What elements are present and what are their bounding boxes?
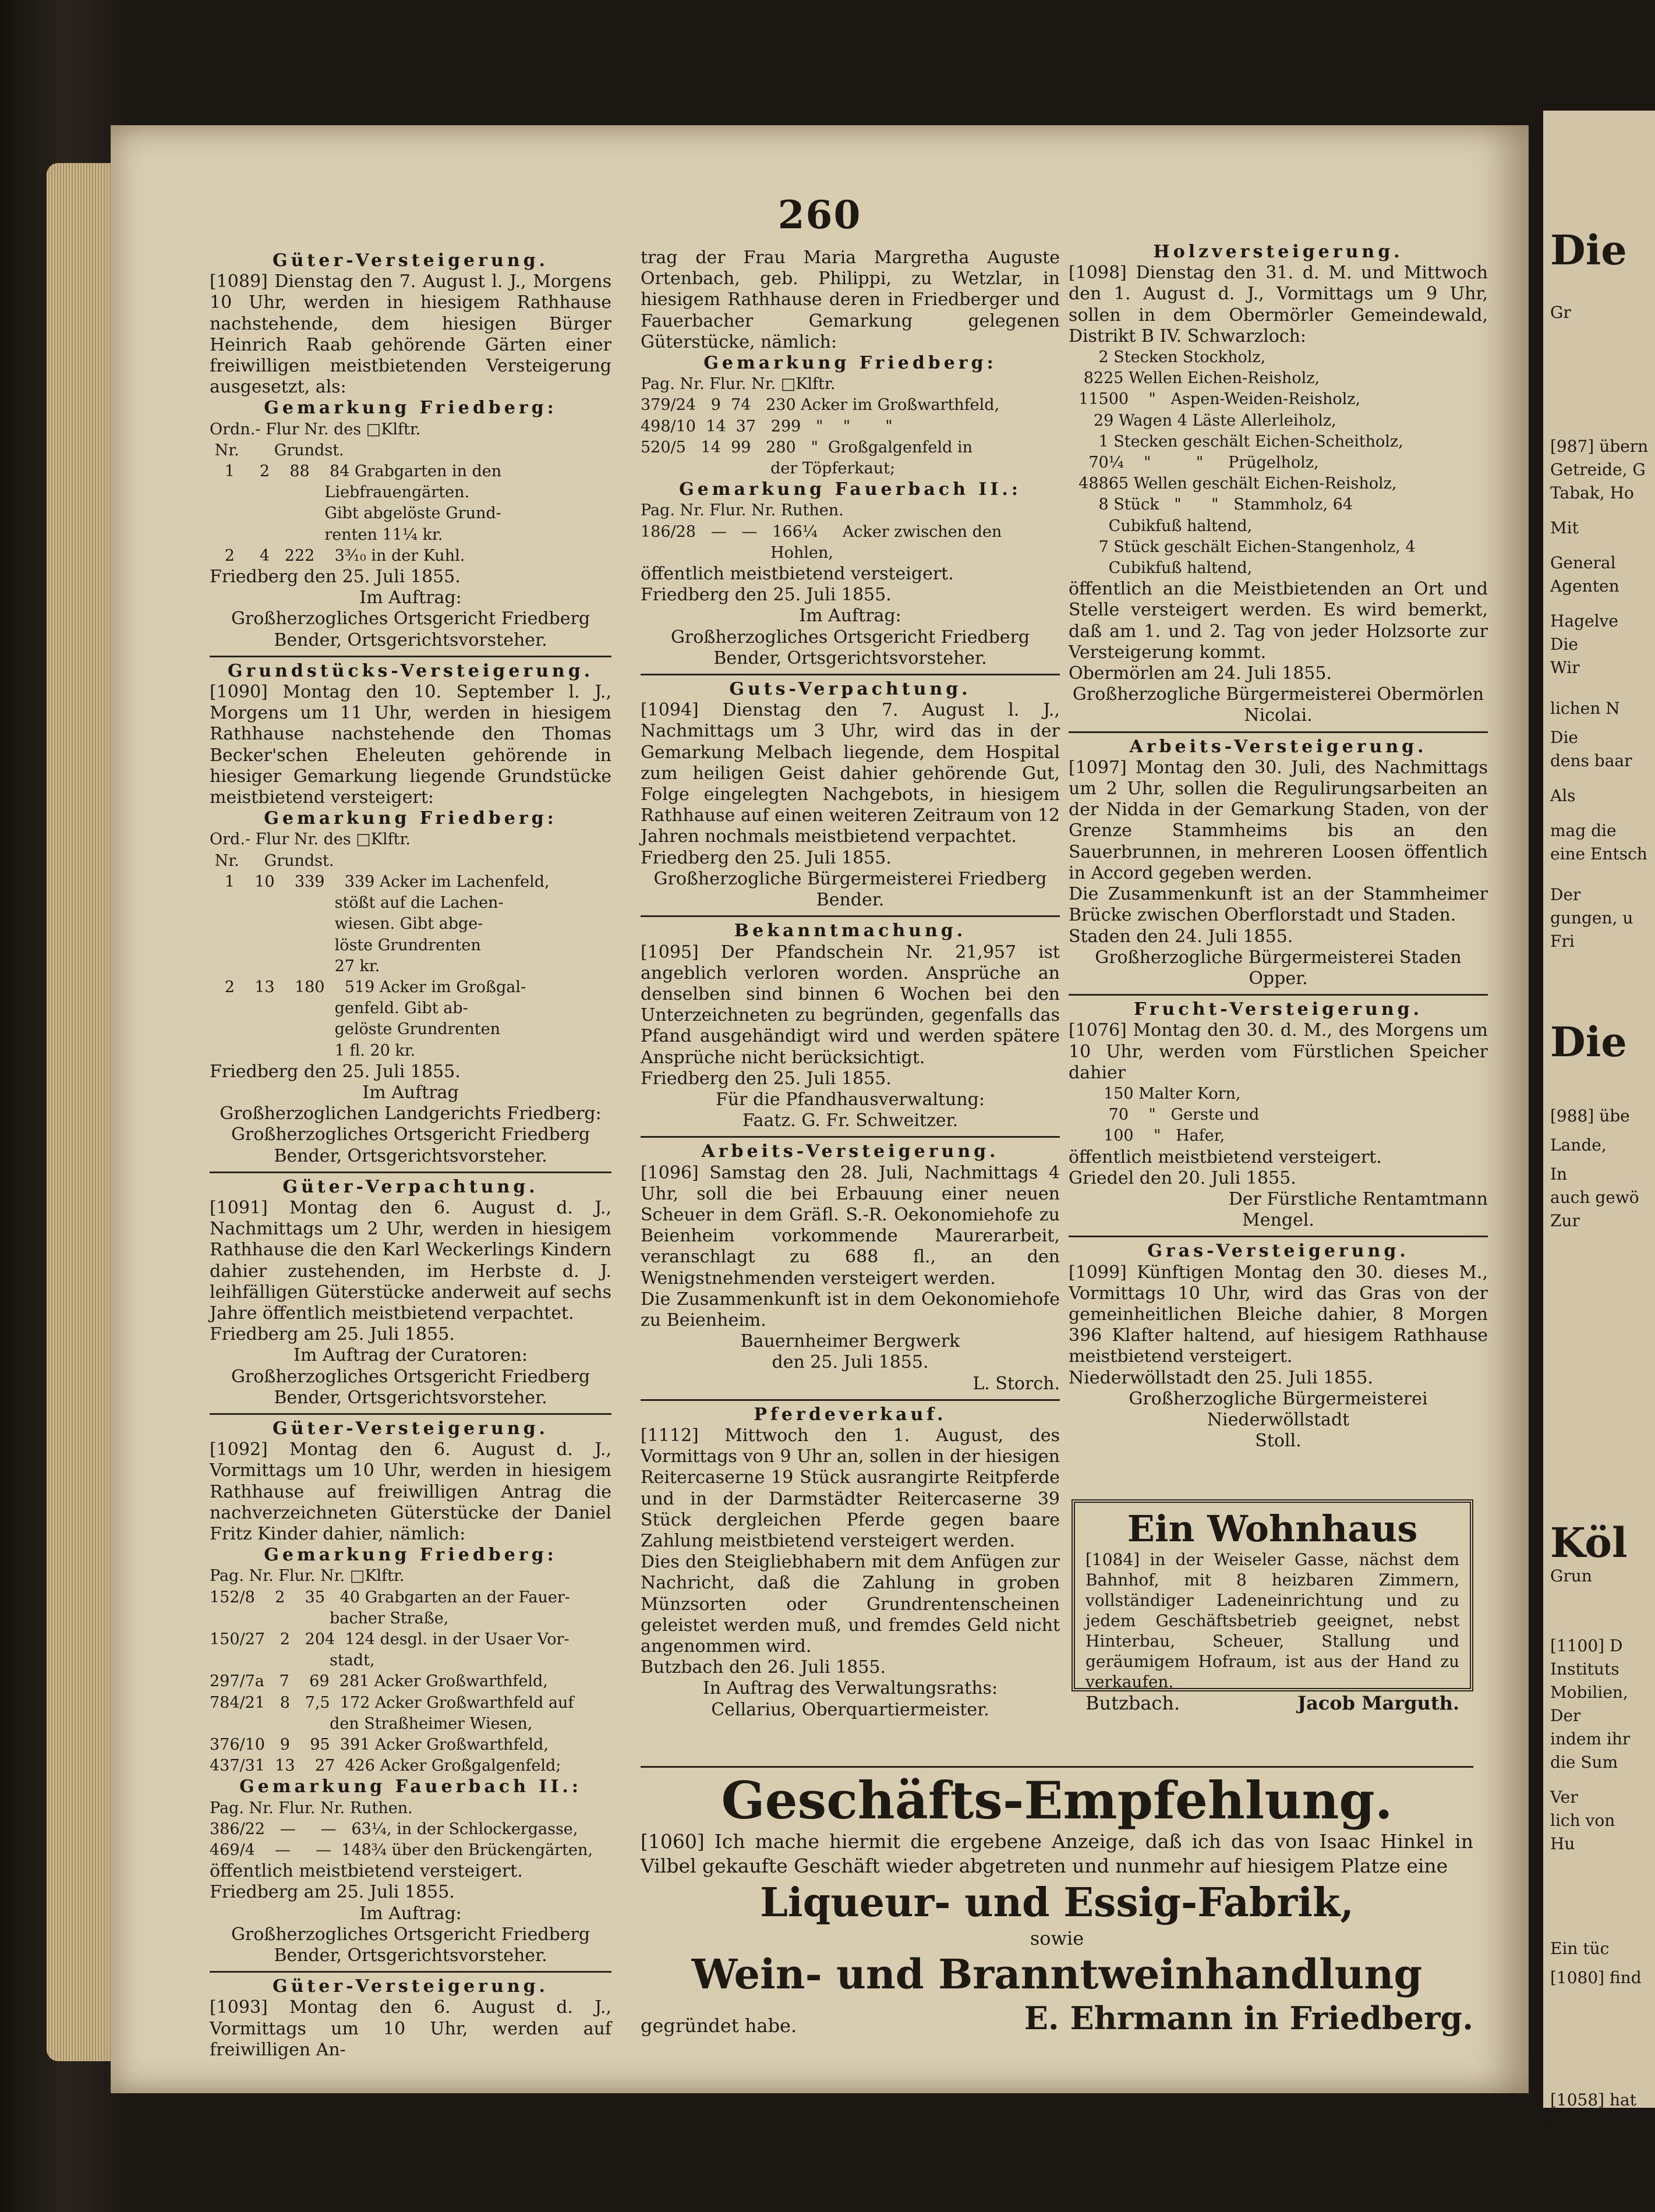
paragraph: Die Zusammenkunft ist an der Stammheimer Brücke zwischen Oberflorstadt und Staden. [1069, 884, 1488, 926]
adjacent-page-line: Getreide, G [1550, 460, 1646, 479]
signature-line: Bender, Ortsgerichtsvorsteher. [274, 629, 547, 650]
divider [210, 1172, 611, 1173]
data-table: Pag. Nr. Flur. Nr. □Klftr. 379/24 9 74 230 Acker im Großwarthfeld, 498/10 14 37 299 " " " 520/5 14 99 280 " Großgalgenfeld in der Töpferkaut; [641, 375, 1000, 478]
paragraph: öffentlich meistbietend versteigert. [210, 1861, 523, 1882]
paragraph: öffentlich meistbietend versteigert. [641, 564, 954, 585]
signature-line: Großherzogliche Bürgermeisterei Friedberg [653, 868, 1047, 889]
paragraph: [1096] Samstag den 28. Juli, Nachmittags 4 Uhr, soll die bei Erbauung einer neuen Scheuer in dem Gräfl. S.-R. Oekonomiehofe zu Beienheim vorkommende Maurerarbeit, veranschlagt zu 688 fl., an den Wenigstnehmenden versteigert werden. [641, 1162, 1060, 1289]
adjacent-page-line: [1080] find [1550, 1968, 1642, 1987]
adjacent-page-line: Der [1550, 1706, 1581, 1725]
adjacent-page-line: Wir [1550, 658, 1580, 677]
adjacent-page-line: Als [1550, 786, 1576, 805]
paragraph: [1076] Montag den 30. d. M., des Morgens um 10 Uhr, werden vom Fürstlichen Speicher dahier [1069, 1020, 1488, 1083]
adjacent-page-line: Die [1550, 728, 1578, 747]
section-heading: Güter-Versteigerung. [272, 1418, 549, 1439]
ad-wohnhaus-text: [1084] in der Weiseler Gasse, nächst dem Bahnhof, mit 8 heizbaren Zimmern, vollständiger Ladeneinrichtung und zu jedem Geschäftsbetrieb geeignet, nebst Hinterbau, Scheuer, Stallung und geräumigem Hofraum, ist aus der Hand zu verkaufen. [1085, 1550, 1459, 1691]
divider [641, 1766, 1473, 1768]
adjacent-page-line: Instituts [1550, 1659, 1619, 1679]
adjacent-page-line: Der [1550, 885, 1581, 904]
paragraph: Griedel den 20. Juli 1855. [1069, 1167, 1296, 1188]
signature-line: Cellarius, Oberquartiermeister. [711, 1699, 989, 1720]
adjacent-page-line: auch gewö [1550, 1188, 1639, 1207]
paragraph: Friedberg am 25. Juli 1855. [210, 1324, 455, 1345]
adjacent-page-line: Tabak, Ho [1550, 483, 1634, 502]
divider [641, 915, 1060, 917]
adjacent-page-line: General [1550, 553, 1616, 572]
data-table: Pag. Nr. Flur. Nr. Ruthen. 386/22 — — 63¼, in der Schlockergasse, 469/4 — — 148¾ über den Brückengärten, [210, 1799, 593, 1860]
signature-line: Großherzogliches Ortsgericht Friedberg [231, 1366, 590, 1387]
section-heading: Gemarkung Fauerbach II.: [239, 1776, 582, 1797]
signature-line: Bender, Ortsgerichtsvorsteher. [274, 1387, 547, 1408]
divider [210, 656, 611, 657]
signature-line: Für die Pfandhausverwaltung: [716, 1089, 985, 1110]
signature-line: Im Auftrag: [359, 587, 462, 608]
adjacent-page-line: Die [1550, 226, 1627, 274]
paragraph: [1094] Dienstag den 7. August l. J., Nachmittags um 3 Uhr, wird das in der Gemarkung Melbach liegende, dem Hospital zum heiligen Geist dahier gehörende Gut, Folge eingelegten Nachgebots, in hiesigem Rathhause auf einen weiteren Zeitraum von 12 Jahren nochmals meistbietend verpachtet. [641, 700, 1060, 847]
adjacent-page-line: [987] übern [1550, 437, 1649, 456]
adjacent-page-line: Mobilien, [1550, 1683, 1628, 1702]
paragraph: [1097] Montag den 30. Juli, des Nachmittags um 2 Uhr, sollen die Regulirungsarbeiten an der Nidda in der Gemarkung Staden, von der Grenze Stammheims bis an den Sauerbrunnen, in mehreren Loosen öffentlich in Accord gegeben werden. [1069, 757, 1488, 883]
newspaper-page [111, 125, 1529, 2093]
adjacent-page-line: [988] übe [1550, 1106, 1630, 1126]
signature-line: Faatz. G. Fr. Schweitzer. [742, 1110, 959, 1131]
paragraph: [1089] Dienstag den 7. August l. J., Morgens 10 Uhr, werden in hiesigem Rathhause nachstehende, dem hiesigen Bürger Heinrich Raab gehörende Gärten einer freiwilligen meistbietenden Versteigerung ausgesetzt, als: [210, 271, 611, 398]
column-right [1069, 242, 1488, 1452]
signature-line: Bauernheimer Bergwerk [740, 1331, 960, 1352]
ad-geschaeft-signature: E. Ehrmann in Friedberg. [1024, 1999, 1473, 2037]
ad-geschaeft-sowie: sowie [1030, 1927, 1084, 1949]
ad-wohnhaus-title: Ein Wohnhaus [1127, 1507, 1418, 1550]
ad-wohnhaus-signature [1085, 1692, 1459, 1714]
column-left [210, 250, 611, 2061]
section-heading: Güter-Versteigerung. [272, 250, 549, 271]
section-heading: Gemarkung Friedberg: [264, 1545, 557, 1566]
ad-wohnhaus-sign: Jacob Marguth. [1297, 1692, 1459, 1714]
adjacent-page-line: Köl [1550, 1519, 1628, 1567]
signature-line: Großherzogliche Bürgermeisterei Niederwöllstadt [1129, 1388, 1428, 1430]
signature-line: Großherzogliche Bürgermeisterei Obermörlen [1072, 684, 1484, 705]
section-heading: Frucht-Versteigerung. [1133, 999, 1423, 1020]
adjacent-page-line: gungen, u [1550, 908, 1633, 928]
divider [1069, 1236, 1488, 1237]
paragraph: [1112] Mittwoch den 1. August, des Vormittags von 9 Uhr an, sollen in der hiesigen Reitercaserne 19 Stück ausrangirte Reitpferde und in der Darmstädter Reitercaserne 39 Stück dergleichen Pferde gegen baare Zahlung meistbietend versteigert werden. [641, 1425, 1060, 1551]
paragraph: [1095] Der Pfandschein Nr. 21,957 ist angeblich verloren worden. Ansprüche an denselben sind binnen 6 Wochen bei den Unterzeichneten zu begründen, gegenfalls das Pfand ausgehändigt wird und werden spätere Ansprüche nicht berücksichtigt. [641, 942, 1060, 1068]
signature-line: Im Auftrag: [799, 606, 901, 627]
paragraph: [1098] Dienstag den 31. d. M. und Mittwoch den 1. August d. J., Vormittags um 9 Uhr, sollen in dem Obermörler Gemeindewald, Distrikt B IV. Schwarzloch: [1069, 263, 1488, 346]
paragraph: Staden den 24. Juli 1855. [1069, 926, 1293, 947]
adjacent-page-line: Mit [1550, 518, 1579, 537]
divider [641, 1399, 1060, 1401]
paragraph: öffentlich meistbietend versteigert. [1069, 1146, 1382, 1167]
paragraph: [1099] Künftigen Montag den 30. dieses M., Vormittags 10 Uhr, wird das Gras von der gemeinheitlichen Bleiche dahier, 8 Morgen 396 Klafter haltend, auf hiesigem Rathhause meistbietend versteigert. [1069, 1262, 1488, 1367]
adjacent-page-line: [1100] D [1550, 1636, 1623, 1655]
adjacent-page-line: mag die [1550, 821, 1617, 840]
divider [1069, 731, 1488, 733]
signature-line: Stoll. [1255, 1431, 1302, 1452]
paragraph: [1090] Montag den 10. September l. J., Morgens um 11 Uhr, werden in hiesigem Rathhause nachstehende den Thomas Becker'schen Eheleuten gehörende in hiesiger Gemarkung liegende Grundstücke meistbietend versteigert: [210, 682, 611, 808]
divider [210, 1413, 611, 1415]
paragraph: Butzbach den 26. Juli 1855. [641, 1657, 886, 1678]
section-heading: Güter-Versteigerung. [272, 1976, 549, 1997]
section-heading: Holzversteigerung. [1153, 242, 1403, 262]
ad-geschaeft-founded: gegründet habe. [641, 2015, 797, 2037]
signature-line: Großherzogliches Ortsgericht Friedberg [231, 608, 590, 629]
ad-geschaeft-bottom [641, 1999, 1473, 2037]
adjacent-page-line: dens baar [1550, 751, 1632, 770]
ad-wohnhaus-place: Butzbach. [1085, 1692, 1180, 1714]
signature-line: Bender, Ortsgerichtsvorsteher. [274, 1945, 547, 1966]
signature-line: Großherzoglichen Landgerichts Friedberg: [220, 1103, 602, 1124]
adjacent-page-line: lich von [1550, 1811, 1615, 1830]
section-heading: Guts-Verpachtung. [729, 679, 971, 700]
adjacent-page-line: Grun [1550, 1566, 1592, 1585]
data-table: 150 Malter Korn, 70 " Gerste und 100 " Hafer, [1104, 1084, 1260, 1145]
signature-line: Opper. [1249, 968, 1308, 989]
signature-line: Im Auftrag [362, 1082, 459, 1103]
divider [641, 1136, 1060, 1138]
ad-geschaeft-line3: Wein- und Branntweinhandlung [691, 1950, 1423, 1998]
paragraph: Friedberg am 25. Juli 1855. [210, 1882, 455, 1903]
data-table: 2 Stecken Stockholz, 8225 Wellen Eichen-Reisholz, 11500 " Aspen-Weiden-Reisholz, 29 Wagen 4 Läste Allerleiholz, 1 Stecken geschält Eichen-Scheitholz, 70¼ " " Prügelholz, 48865 Wellen geschält Eichen-Reisholz, 8 Stück " " Stammholz, 64 Cubikfuß haltend, 7 Stück geschält Eichen-Stangenholz, 4 Cubikfuß haltend, [1078, 348, 1416, 578]
section-heading: Bekanntmachung. [734, 921, 967, 942]
section-heading: Arbeits-Versteigerung. [1129, 736, 1427, 757]
signature-line: Im Auftrag: [359, 1903, 462, 1924]
section-heading: Gemarkung Friedberg: [703, 353, 997, 374]
ad-geschaefts-empfehlung [641, 1761, 1473, 2037]
paragraph: [1091] Montag den 6. August d. J., Nachmittags um 2 Uhr, werden in hiesigem Rathhause die den Karl Weckerlings Kindern dahier zustehenden, im Herbste d. J. leihfälligen Güterstücke anderweit auf sechs Jahre öffentlich meistbietend verpachtet. [210, 1197, 611, 1323]
signature-line: Großherzogliche Bürgermeisterei Staden [1095, 947, 1462, 968]
ad-geschaeft-line2: Liqueur- und Essig-Fabrik, [760, 1880, 1354, 1926]
signature-line: Nicolai. [1244, 705, 1313, 726]
divider [210, 1971, 611, 1973]
paragraph: Friedberg den 25. Juli 1855. [641, 585, 892, 606]
paragraph: [1092] Montag den 6. August d. J., Vormittags um 10 Uhr, werden in hiesigem Rathhause auf freiwilligen Antrag die nachverzeichneten Güterstücke der Daniel Fritz Kinder dahier, nämlich: [210, 1439, 611, 1544]
adjacent-page-line: die Sum [1550, 1753, 1618, 1772]
data-table: Ordn.- Flur Nr. des □Klftr. Nr. Grundst. 1 2 88 84 Grabgarten in den Liebfrauengärten. Gibt abgelöste Grund- renten 11¼ kr. 2 4 222 3³⁄₁₀ in der Kuhl. [210, 420, 502, 565]
divider [641, 674, 1060, 675]
page-number: 260 [777, 192, 862, 238]
section-heading: Gemarkung Friedberg: [264, 398, 557, 419]
signature-line: Großherzogliches Ortsgericht Friedberg [231, 1924, 590, 1945]
paragraph: Die Zusammenkunft ist in dem Oekonomiehofe zu Beienheim. [641, 1289, 1060, 1330]
paragraph: Dies den Steigliebhabern mit dem Anfügen zur Nachricht, daß die Zahlung in groben Münzsorten oder Grundrentenscheinen geleistet werden muß, und fremdes Geld nicht angenommen wird. [641, 1552, 1060, 1657]
signature-line: Im Auftrag der Curatoren: [293, 1345, 528, 1366]
paragraph: Friedberg den 25. Juli 1855. [210, 567, 461, 587]
paragraph: öffentlich an die Meistbietenden an Ort und Stelle versteigert werden. Es wird bemerkt, daß am 1. und 2. Tag von jeder Holzsorte zur Versteigerung kommt. [1069, 579, 1488, 663]
adjacent-page-line: Fri [1550, 932, 1575, 951]
divider [1069, 994, 1488, 996]
adjacent-page-line: indem ihr [1550, 1729, 1631, 1749]
column-middle [641, 247, 1060, 1721]
signature-line: Bender, Ortsgerichtsvorsteher. [274, 1145, 547, 1166]
adjacent-page-line: Friedber [1550, 2114, 1623, 2133]
paragraph: Niederwöllstadt den 25. Juli 1855. [1069, 1367, 1373, 1388]
paragraph: trag der Frau Maria Margretha Auguste Ortenbach, geb. Philippi, zu Wetzlar, in hiesigem Rathhause deren in Friedberger und Fauerbacher Gemarkung gelegenen Güterstücke, nämlich: [641, 247, 1060, 352]
adjacent-page-line: Ver [1550, 1788, 1578, 1807]
ad-geschaeft-title: Geschäfts-Empfehlung. [721, 1770, 1393, 1831]
section-heading: Gras-Versteigerung. [1147, 1241, 1409, 1262]
adjacent-page-line: eine Entsch [1550, 844, 1647, 863]
adjacent-page-line: In [1550, 1165, 1568, 1184]
paragraph: Friedberg den 25. Juli 1855. [210, 1061, 461, 1082]
adjacent-page-line: Lande, [1550, 1135, 1607, 1155]
section-heading: Gemarkung Friedberg: [264, 808, 557, 829]
signature-right: Der Fürstliche Rentamtmann [1228, 1188, 1488, 1209]
adjacent-page-line: Hagelve [1550, 611, 1618, 631]
adjacent-page-line: [1058] hat [1550, 2090, 1636, 2110]
section-heading: Güter-Verpachtung. [282, 1176, 539, 1197]
signature-line: Großherzogliches Ortsgericht Friedberg [231, 1124, 590, 1145]
adjacent-page-line: Die [1550, 1018, 1627, 1066]
section-heading: Gemarkung Fauerbach II.: [679, 479, 1021, 500]
data-table: Ord.- Flur Nr. des □Klftr. Nr. Grundst. 1 10 339 339 Acker im Lachenfeld, stößt auf die Lachen- wiesen. Gibt abge- löste Grundrenten 27 kr. 2 13 180 519 Acker im Großgal- genfeld. Gibt ab- gelöste Grundrenten 1 fl. 20 kr. [210, 830, 550, 1060]
signature-line: In Auftrag des Verwaltungsraths: [702, 1678, 998, 1699]
data-table: Pag. Nr. Flur. Nr. Ruthen. 186/28 — — 166¼ Acker zwischen den Hohlen, [641, 501, 1002, 562]
adjacent-page-line: lichen N [1550, 699, 1620, 718]
signature-line: Bender. [816, 890, 885, 911]
signature-line: Großherzogliches Ortsgericht Friedberg [670, 627, 1030, 647]
adjacent-page-fragment [1543, 111, 1655, 2133]
signature-line: den 25. Juli 1855. [772, 1352, 929, 1373]
paragraph: Obermörlen am 24. Juli 1855. [1069, 663, 1332, 684]
adjacent-page-line: Ein tüc [1550, 1939, 1610, 1958]
adjacent-page-line: Die [1550, 635, 1578, 654]
section-heading: Pferdeverkauf. [754, 1404, 947, 1425]
data-table: Pag. Nr. Flur. Nr. □Klftr. 152/8 2 35 40 Grabgarten an der Fauer- bacher Straße, 150/27 2 204 124 desgl. in der Usaer Vor- stadt, 297/7a 7 69 281 Acker Großwarthfeld, 784/21 8 7,5 172 Acker Großwarthfeld auf den Straßheimer Wiesen, 376/10 9 95 391 Acker Großwarthfeld, 437/31 13 27 426 Acker Großgalgenfeld; [210, 1567, 574, 1775]
paragraph: [1093] Montag den 6. August d. J., Vormittags um 10 Uhr, werden auf freiwilligen An- [210, 1997, 611, 2060]
signature-line: Bender, Ortsgerichtsvorsteher. [713, 647, 987, 668]
adjacent-page-line: Agenten [1550, 576, 1619, 596]
ad-wohnhaus [1071, 1499, 1473, 1714]
section-heading: Grundstücks-Versteigerung. [227, 660, 594, 681]
adjacent-page-line: Hu [1550, 1834, 1575, 1853]
paragraph: Friedberg den 25. Juli 1855. [641, 847, 892, 868]
adjacent-page-line: Zur [1550, 1211, 1580, 1230]
section-heading: Arbeits-Versteigerung. [701, 1141, 999, 1162]
ad-geschaeft-text: [1060] Ich mache hiermit die ergebene Anzeige, daß ich das von Isaac Hinkel in Vilbel gekaufte Geschäft wieder abgetreten und nunmehr auf hiesigem Platze eine [641, 1830, 1473, 1877]
signature-right: L. Storch. [973, 1373, 1060, 1394]
signature-line: Mengel. [1242, 1210, 1314, 1231]
paragraph: Friedberg den 25. Juli 1855. [641, 1068, 892, 1089]
adjacent-page-line: Gr [1550, 303, 1571, 322]
